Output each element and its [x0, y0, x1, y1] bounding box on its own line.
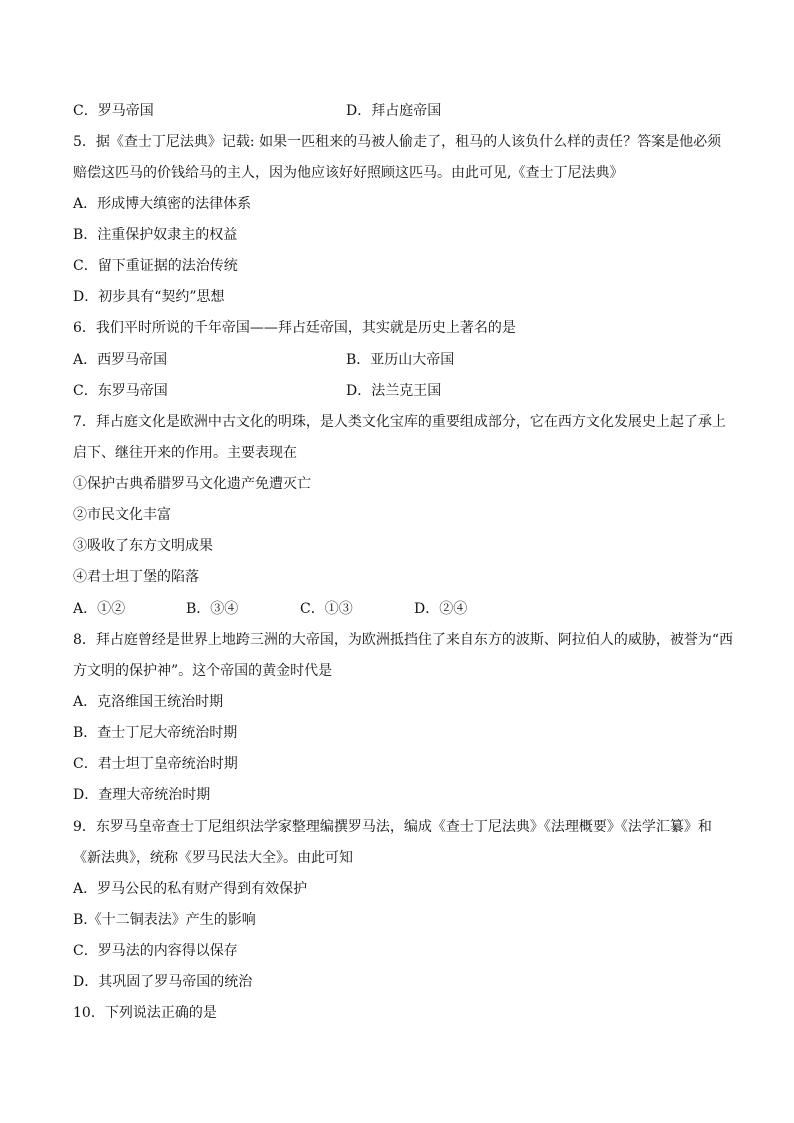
- q9-stem-line-1: 9．东罗马皇帝查士丁尼组织法学家整理编撰罗马法，编成《查士丁尼法典》《法理概要》《法学汇纂》和: [73, 819, 712, 835]
- q5-option-b: B．注重保护奴隶主的权益: [73, 227, 238, 243]
- q4-option-c: C．罗马帝国: [73, 103, 154, 119]
- q7-item-1: ①保护古典希腊罗马文化遗产免遭灭亡: [73, 476, 311, 492]
- q10-stem: 10．下列说法正确的是: [73, 1005, 217, 1021]
- q5-stem-line-2: 赔偿这匹马的价钱给马的主人，因为他应该好好照顾这匹马。由此可见,《查士丁尼法典》: [73, 165, 624, 181]
- q6-option-c: C．东罗马帝国: [73, 383, 168, 399]
- q7-item-4: ④君士坦丁堡的陷落: [73, 569, 199, 585]
- q8-option-a: A．克洛维国王统治时期: [73, 694, 224, 710]
- q6-stem: 6．我们平时所说的千年帝国——拜占廷帝国，其实就是历史上著名的是: [73, 320, 516, 336]
- q8-stem-line-1: 8．拜占庭曾经是世界上地跨三洲的大帝国，为欧洲抵挡住了来自东方的波斯、阿拉伯人的威胁，被誉为“西: [73, 632, 734, 648]
- q7-stem-line-2: 启下、继往开来的作用。主要表现在: [73, 445, 297, 461]
- q8-option-d: D．查理大帝统治时期: [73, 787, 211, 803]
- q7-item-3: ③吸收了东方文明成果: [73, 538, 213, 554]
- q9-option-b: B.《十二铜表法》产生的影响: [73, 912, 256, 928]
- q4-option-d: D．拜占庭帝国: [346, 103, 442, 119]
- q9-option-d: D．其巩固了罗马帝国的统治: [73, 974, 253, 990]
- q5-option-c: C．留下重证据的法治传统: [73, 258, 238, 274]
- q7-option-b: B．③④: [186, 601, 239, 617]
- q7-option-a: A．①②: [73, 601, 126, 617]
- q6-option-d: D．法兰克王国: [346, 383, 442, 399]
- q9-stem-line-2: 《新法典》，统称《罗马民法大全》。由此可知: [73, 850, 353, 866]
- q7-option-d: D．②④: [414, 601, 468, 617]
- q6-option-a: A．西罗马帝国: [73, 352, 168, 368]
- q5-option-d: D．初步具有“契约”思想: [73, 289, 225, 305]
- q7-item-2: ②市民文化丰富: [73, 507, 171, 523]
- q6-option-b: B．亚历山大帝国: [346, 352, 455, 368]
- q9-option-a: A．罗马公民的私有财产得到有效保护: [73, 881, 308, 897]
- q5-stem-line-1: 5．据《查士丁尼法典》记载: 如果一匹租来的马被人偷走了，租马的人该负什么样的责任？答案是他必须: [73, 134, 722, 150]
- q5-option-a: A．形成博大缜密的法律体系: [73, 196, 252, 212]
- q8-option-c: C．君士坦丁皇帝统治时期: [73, 756, 238, 772]
- q9-option-c: C．罗马法的内容得以保存: [73, 943, 238, 959]
- q7-stem-line-1: 7．拜占庭文化是欧洲中古文化的明珠，是人类文化宝库的重要组成部分，它在西方文化发展史上起了承上: [73, 414, 726, 430]
- q8-option-b: B．查士丁尼大帝统治时期: [73, 725, 238, 741]
- q7-option-c: C．①③: [300, 601, 353, 617]
- q8-stem-line-2: 方文明的保护神”。这个帝国的黄金时代是: [73, 663, 333, 679]
